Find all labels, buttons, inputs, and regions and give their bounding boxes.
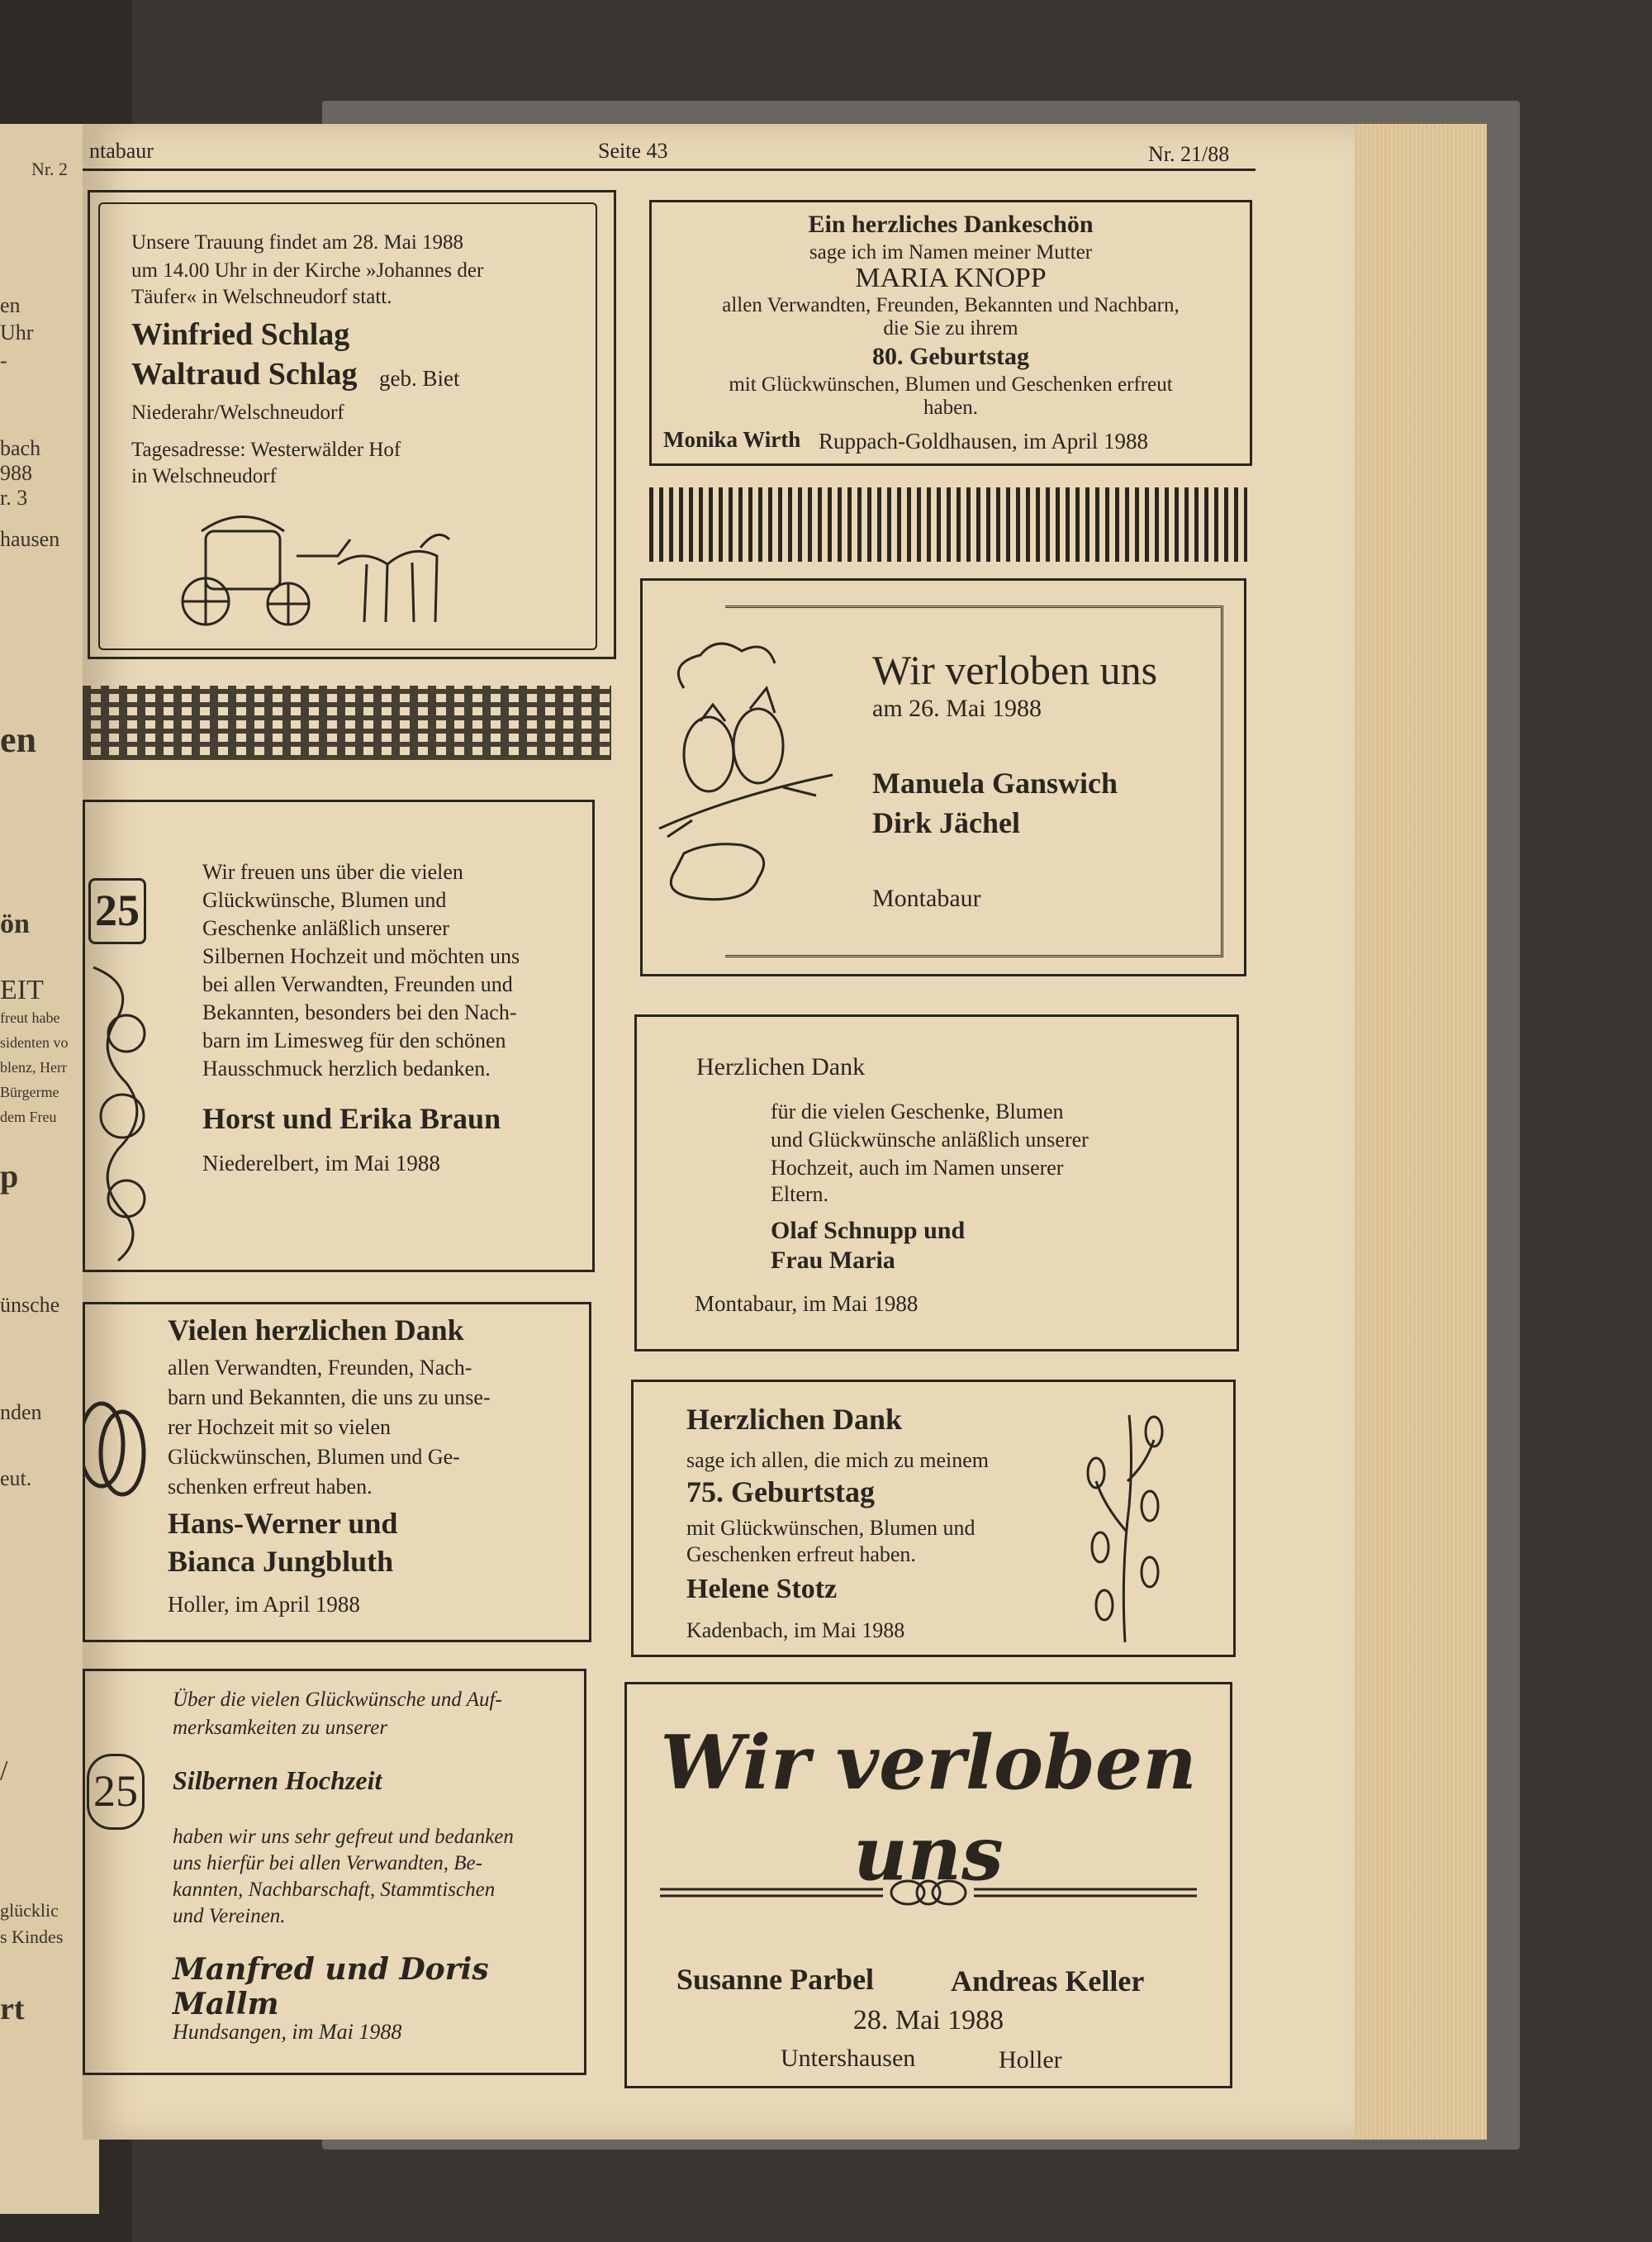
- name-groom: Winfried Schlag: [131, 317, 350, 352]
- strip-line: sidenten vo: [0, 1034, 69, 1051]
- name-suffix: geb. Biet: [379, 366, 460, 391]
- strip-line: eut.: [0, 1466, 32, 1490]
- ad-title: Wir verloben uns: [660, 1719, 1197, 1898]
- text-line: barn im Limesweg für den schönen: [202, 1028, 506, 1052]
- text-line: Geschenke anläßlich unserer: [202, 916, 449, 940]
- header-page-number: Seite 43: [598, 139, 668, 163]
- text-line: die Sie zu ihrem: [883, 317, 1018, 340]
- text-line: bei allen Verwandten, Freunden und: [202, 972, 513, 996]
- text-line: Geschenken erfreut haben.: [686, 1542, 916, 1566]
- occasion: 80. Geburtstag: [872, 343, 1029, 370]
- strip-line: glücklic: [0, 1900, 59, 1921]
- header-issue: Nr. 21/88: [1148, 142, 1230, 166]
- strip-line: /: [0, 1755, 8, 1786]
- catkin-branch-icon: [1071, 1407, 1179, 1646]
- ad-silberhochzeit-braun: [83, 800, 595, 1272]
- honoree-name: MARIA KNOPP: [855, 263, 1047, 293]
- place-bride: Untershausen: [781, 2045, 916, 2072]
- ad-title: Vielen herzlichen Dank: [168, 1313, 464, 1347]
- header-rule: [83, 169, 1256, 171]
- text-line: mit Glückwünschen, Blumen und Geschenken erfreut: [729, 373, 1173, 396]
- text-line: Hochzeit, auch im Namen unserer: [771, 1156, 1064, 1180]
- strip-line: freut habe: [0, 1009, 60, 1026]
- name-bride: Susanne Parbel: [676, 1963, 875, 1996]
- text-line: Glückwünschen, Blumen und Ge-: [168, 1445, 460, 1469]
- text-line: Wir freuen uns über die vielen: [202, 860, 463, 884]
- ad-title: Ein herzliches Dankeschön: [808, 211, 1094, 238]
- text-line: rer Hochzeit mit so vielen: [168, 1415, 392, 1439]
- strip-line: ön: [0, 909, 30, 939]
- name-bride: Waltraud Schlag: [131, 357, 358, 392]
- text-line: sage ich im Namen meiner Mutter: [809, 241, 1093, 264]
- ad-verlobung-ganswich: [640, 578, 1246, 976]
- strip-line: en: [0, 720, 36, 760]
- page-edges: [1338, 124, 1487, 2140]
- ad-trauung: [88, 190, 616, 659]
- ad-title: Herzlichen Dank: [686, 1403, 902, 1436]
- couple-names: Manfred und Doris Mallm: [173, 1952, 489, 2021]
- strip-line: ünsche: [0, 1293, 60, 1317]
- strip-line: bach: [0, 436, 41, 460]
- text-line: schenken erfreut haben.: [168, 1475, 373, 1499]
- text-line: uns hierfür bei allen Verwandten, Be-: [173, 1852, 482, 1874]
- strip-line: Bürgerme: [0, 1084, 59, 1100]
- text-line: Unsere Trauung findet am 28. Mai 1988: [131, 231, 464, 254]
- strip-line: rt: [0, 1992, 25, 2026]
- text-line: Hausschmuck herzlich bedanken.: [202, 1057, 491, 1081]
- name-groom: Dirk Jächel: [872, 806, 1020, 839]
- ad-dankeschoen-knopp: [649, 200, 1252, 466]
- signer-place: Ruppach-Goldhausen, im April 1988: [819, 429, 1148, 454]
- place: Montabaur, im Mai 1988: [695, 1291, 919, 1316]
- text-line: mit Glückwünschen, Blumen und: [686, 1516, 976, 1540]
- text-line: Tagesadresse: Westerwälder Hof: [131, 439, 401, 461]
- text-line: sage ich allen, die mich zu meinem: [686, 1448, 990, 1472]
- text-line: Bekannten, besonders bei den Nach-: [202, 1000, 517, 1024]
- ad-title: Wir verloben uns: [872, 647, 1158, 693]
- text-line: Eltern.: [771, 1182, 829, 1206]
- name-line: Olaf Schnupp und: [771, 1217, 966, 1244]
- place-groom: Holler: [999, 2046, 1062, 2073]
- signer-name: Helene Stotz: [686, 1574, 838, 1604]
- text-line: Niederahr/Welschneudorf: [131, 401, 344, 424]
- name-line: Bianca Jungbluth: [168, 1545, 394, 1578]
- name-line: Hans-Werner und: [168, 1507, 398, 1540]
- ad-dank-schnupp: [634, 1014, 1239, 1351]
- strip-line: EIT: [0, 975, 44, 1005]
- text-line: kannten, Nachbarschaft, Stammtischen: [173, 1879, 496, 1901]
- floral-decoration: [85, 951, 159, 1265]
- text-line: allen Verwandten, Freunden, Bekannten und Nachbarn,: [722, 294, 1180, 316]
- place: Hundsangen, im Mai 1988: [173, 2020, 402, 2044]
- ad-verlobung-parbel: [624, 1682, 1232, 2088]
- carriage-illustration: [173, 506, 453, 630]
- text-line: Glückwünsche, Blumen und: [202, 888, 447, 912]
- text-line: allen Verwandten, Freunden, Nach-: [168, 1356, 472, 1380]
- newspaper-page: [83, 124, 1355, 2140]
- strip-line: hausen: [0, 527, 60, 551]
- text-line: um 14.00 Uhr in der Kirche »Johannes der: [131, 259, 484, 282]
- couple-names: Horst und Erika Braun: [202, 1102, 501, 1135]
- text-line: und Vereinen.: [173, 1905, 286, 1927]
- place: Holler, im April 1988: [168, 1592, 360, 1617]
- birds-illustration: [651, 630, 841, 903]
- text-line: und Glückwünsche anläßlich unserer: [771, 1128, 1089, 1152]
- text-line: Silbernen Hochzeit und möchten uns: [202, 944, 520, 968]
- place: Kadenbach, im Mai 1988: [686, 1618, 905, 1642]
- name-line: Frau Maria: [771, 1247, 895, 1274]
- occasion: 75. Geburtstag: [686, 1475, 875, 1508]
- badge-25: 25: [87, 1754, 145, 1830]
- text-line: Täufer« in Welschneudorf statt.: [131, 286, 392, 308]
- text-line: in Welschneudorf: [131, 465, 277, 487]
- ornament-divider: [660, 1876, 1197, 1909]
- ad-title: Herzlichen Dank: [696, 1053, 866, 1081]
- ad-dank-stotz: [631, 1380, 1236, 1657]
- text-line: merksamkeiten zu unserer: [173, 1717, 388, 1739]
- strip-line: nden: [0, 1400, 42, 1424]
- occasion: Silbernen Hochzeit: [173, 1765, 382, 1795]
- strip-line: Uhr: [0, 321, 34, 344]
- strip-line: Nr. 2: [31, 159, 68, 179]
- place: Montabaur: [872, 885, 981, 912]
- strip-line: p: [0, 1157, 19, 1195]
- divider-strip: [83, 686, 611, 760]
- text-line: haben.: [923, 397, 978, 419]
- text-line: für die vielen Geschenke, Blumen: [771, 1100, 1064, 1123]
- name-groom: Andreas Keller: [951, 1964, 1145, 1997]
- text-line: haben wir uns sehr gefreut und bedanken: [173, 1826, 514, 1848]
- strip-line: 988: [0, 461, 32, 485]
- left-page-strip: [0, 124, 83, 2140]
- signer-name: Monika Wirth: [663, 427, 801, 452]
- strip-line: dem Freu: [0, 1109, 57, 1125]
- strip-line: s Kindes: [0, 1926, 64, 1947]
- ad-silberhochzeit-mallm: [83, 1669, 586, 2075]
- place: Niederelbert, im Mai 1988: [202, 1151, 440, 1176]
- strip-line: blenz, Herr: [0, 1059, 67, 1076]
- ad-dank-jungbluth: [83, 1302, 591, 1642]
- header-left: ntabaur: [89, 139, 154, 163]
- strip-line: en: [0, 293, 21, 317]
- name-bride: Manuela Ganswich: [872, 767, 1118, 800]
- strip-line: -: [0, 349, 7, 373]
- badge-25: 25: [88, 878, 146, 944]
- text-line: Über die vielen Glückwünsche und Auf-: [173, 1689, 502, 1711]
- divider-strip: [649, 487, 1247, 562]
- engagement-date: 28. Mai 1988: [852, 2005, 1004, 2035]
- strip-line: r. 3: [0, 486, 28, 510]
- engagement-date: am 26. Mai 1988: [872, 695, 1042, 722]
- text-line: barn und Bekannten, die uns zu unse-: [168, 1385, 491, 1409]
- rings-icon: [85, 1395, 151, 1511]
